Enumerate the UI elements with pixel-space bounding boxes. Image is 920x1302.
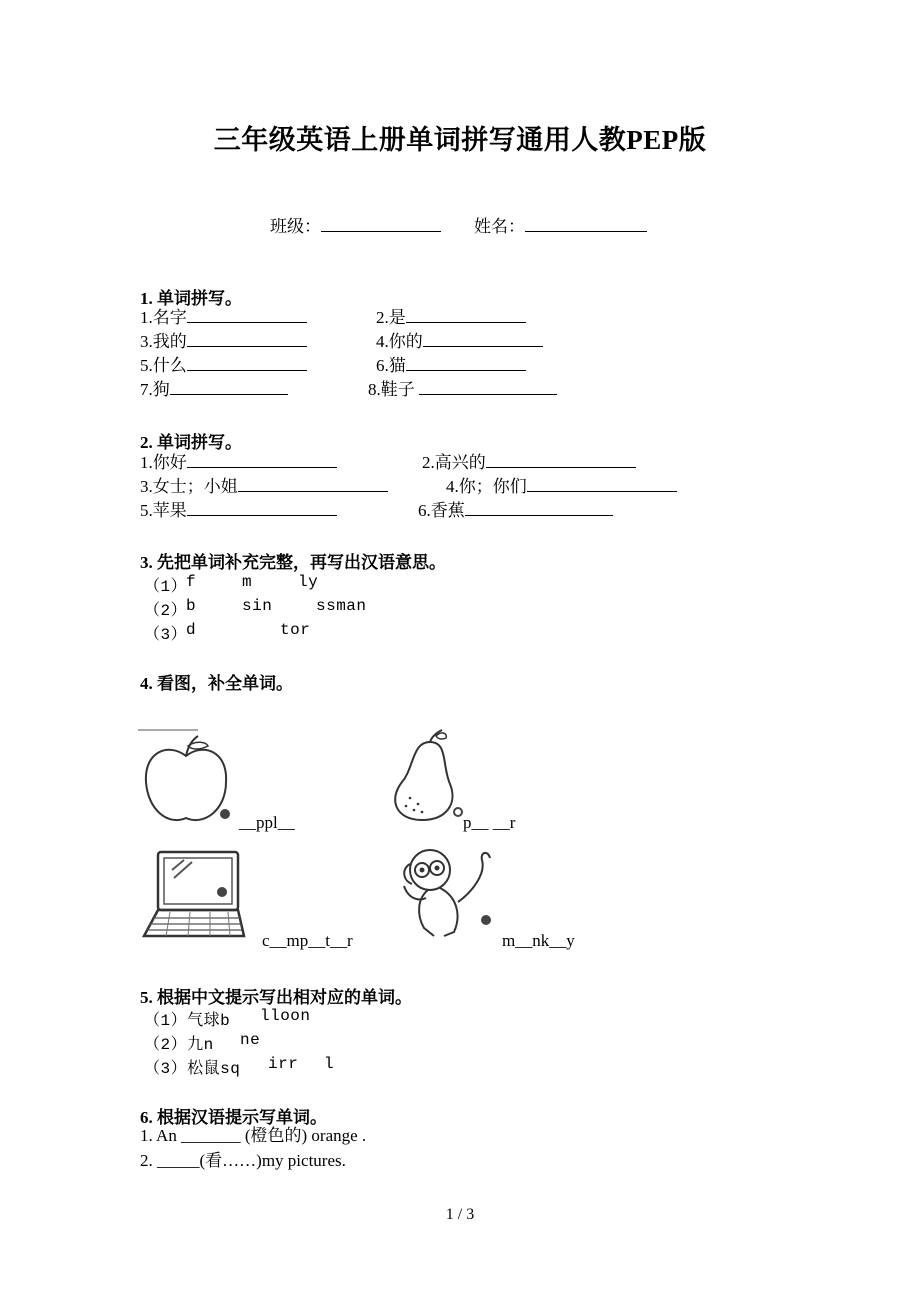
list-item: 4.你；你们 <box>446 476 677 497</box>
list-item: 6.香蕉 <box>418 500 613 521</box>
answer-blank[interactable] <box>187 355 307 371</box>
class-label: 班级： <box>270 217 321 236</box>
list-item: （2）九n ne <box>144 1031 261 1054</box>
name-field <box>474 216 647 237</box>
apple-icon <box>138 730 238 830</box>
answer-blank[interactable] <box>486 452 636 468</box>
name-blank[interactable] <box>525 216 647 232</box>
page-title: 三年级英语上册单词拼写通用人教PEP版 <box>213 125 707 155</box>
list-item: 8.鞋子 <box>368 379 557 400</box>
list-item: 5.什么 <box>140 355 307 376</box>
list-item: （3） d tor <box>144 621 311 644</box>
pear-icon <box>384 728 464 824</box>
list-item: （1）气球b lloon <box>144 1007 311 1030</box>
answer-blank[interactable] <box>527 476 677 492</box>
list-item: 6.猫 <box>376 355 526 376</box>
section6-heading: 6. 根据汉语提示写单词。 <box>140 1108 327 1127</box>
answer-blank[interactable] <box>406 307 526 323</box>
answer-blank[interactable] <box>406 355 526 371</box>
answer-blank[interactable] <box>187 307 307 323</box>
list-item: 1.你好 <box>140 452 337 473</box>
answer-blank[interactable] <box>419 379 557 395</box>
list-item: 3.女士；小姐 <box>140 476 388 497</box>
class-field <box>270 216 441 237</box>
monkey-icon <box>400 844 500 940</box>
answer-blank[interactable] <box>465 500 613 516</box>
answer-blank[interactable] <box>170 379 288 395</box>
list-item: 5.苹果 <box>140 500 337 521</box>
answer-blank[interactable]: _____ <box>157 1151 200 1170</box>
list-item: 2.是 <box>376 307 526 328</box>
list-item: （2） b sin ssman <box>144 597 367 620</box>
computer-word: c__mp__t__r <box>262 931 353 950</box>
section4-heading: 4. 看图，补全单词。 <box>140 674 293 693</box>
answer-blank[interactable] <box>238 476 388 492</box>
page-number: 1 / 3 <box>445 1206 475 1223</box>
class-blank[interactable] <box>321 216 441 232</box>
monkey-word: m__nk__y <box>502 931 575 950</box>
answer-blank[interactable] <box>423 331 543 347</box>
list-item: 3.我的 <box>140 331 307 352</box>
pear-word: p__ __r <box>463 813 516 832</box>
list-item: 7.狗 <box>140 379 288 400</box>
section3-heading: 3. 先把单词补充完整，再写出汉语意思。 <box>140 553 446 572</box>
apple-word: __ppl__ <box>239 813 295 832</box>
answer-blank[interactable] <box>187 452 337 468</box>
list-item: 2.高兴的 <box>422 452 636 473</box>
answer-blank[interactable] <box>187 500 337 516</box>
section1-heading: 1. 单词拼写。 <box>140 289 242 308</box>
name-label: 姓名： <box>474 217 525 236</box>
section5-heading: 5. 根据中文提示写出相对应的单词。 <box>140 988 412 1007</box>
list-item: 1. An _______ (橙色的) orange . <box>140 1126 367 1145</box>
list-item: （1） f m ly <box>144 573 319 596</box>
list-item: 4.你的 <box>376 331 543 352</box>
section2-heading: 2. 单词拼写。 <box>140 433 242 452</box>
answer-blank[interactable]: _______ <box>181 1126 241 1145</box>
computer-icon <box>140 848 250 944</box>
list-item: 2. _____(看……)my pictures. <box>140 1151 346 1170</box>
list-item: （3）松鼠sq irr l <box>144 1055 335 1078</box>
answer-blank[interactable] <box>187 331 307 347</box>
list-item: 1.名字 <box>140 307 307 328</box>
